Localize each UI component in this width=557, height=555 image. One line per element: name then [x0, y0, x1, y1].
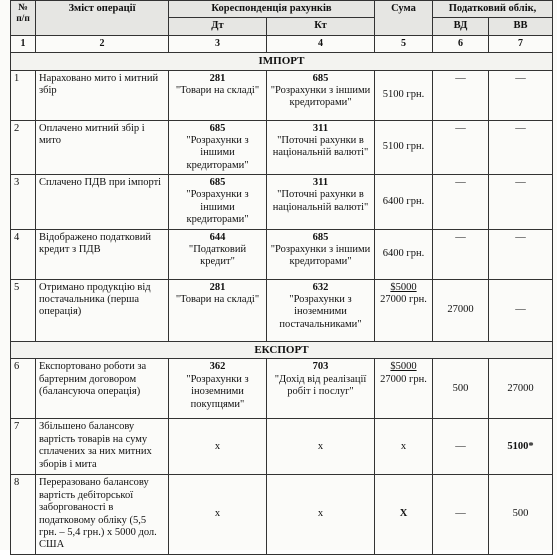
sum-uah: 27000 грн.	[380, 373, 427, 385]
row-vd: —	[433, 120, 489, 175]
credit-code: 703	[312, 361, 329, 373]
section-import	[11, 52, 553, 70]
col-number: 6	[433, 35, 489, 52]
row-num: 2	[11, 120, 36, 175]
section-export-title: ЕКСПОРТ	[11, 341, 553, 359]
credit-name: "Дохід від реалізації робіт і послуг"	[274, 373, 367, 398]
section-import-title: ІМПОРТ	[11, 52, 553, 70]
row-credit: х	[267, 419, 375, 475]
debit-code: 685	[209, 122, 226, 134]
row-credit	[267, 175, 375, 230]
row-num: 8	[11, 475, 36, 554]
row-sum: 6400 грн.	[375, 229, 433, 279]
row-content: Нараховано мито і митний збір	[36, 70, 169, 120]
row-vd: 27000	[433, 279, 489, 341]
col-number: 7	[489, 35, 553, 52]
row-vv: —	[489, 229, 553, 279]
credit-name: "Розрахунки з іноземними постачальниками"	[279, 293, 362, 330]
header-num: № п/п	[11, 1, 36, 36]
row-vv: —	[489, 120, 553, 175]
row-vd: —	[433, 419, 489, 475]
header-vv: ВВ	[489, 18, 553, 35]
row-credit	[267, 279, 375, 341]
header-debit: Дт	[169, 18, 267, 35]
row-debit	[169, 279, 267, 341]
debit-code: 362	[209, 361, 226, 373]
row-credit: х	[267, 475, 375, 554]
row-debit	[169, 359, 267, 419]
row-vv: —	[489, 70, 553, 120]
row-vd: —	[433, 70, 489, 120]
table-row	[11, 359, 553, 419]
credit-code: 311	[312, 177, 329, 189]
header-row-top	[11, 1, 553, 18]
debit-name: "Розрахунки з іноземними покупцями"	[186, 373, 249, 410]
credit-name: "Розрахунки з іншими кредиторами"	[270, 84, 371, 109]
table-row	[11, 70, 553, 120]
row-debit: х	[169, 475, 267, 554]
row-debit	[169, 229, 267, 279]
debit-code: 281	[209, 281, 226, 293]
row-vd: —	[433, 475, 489, 554]
sum-uah: 27000 грн.	[380, 293, 427, 305]
row-content: Збільшено балансову вартість товарів на суму сплачених за них митних зборів і мита	[36, 419, 169, 475]
section-export	[11, 341, 553, 359]
row-sum	[375, 359, 433, 419]
row-vd: 500	[433, 359, 489, 419]
table-row	[11, 229, 553, 279]
col-number: 5	[375, 35, 433, 52]
credit-code: 685	[312, 72, 329, 84]
row-vv: 5100*	[489, 419, 553, 475]
table-row	[11, 279, 553, 341]
debit-name: "Податковий кредит"	[188, 243, 247, 268]
row-debit	[169, 70, 267, 120]
header-content: Зміст операції	[36, 1, 169, 36]
row-credit	[267, 359, 375, 419]
debit-code: 685	[209, 177, 226, 189]
credit-name: "Поточні рахунки в національній валюті"	[272, 189, 369, 213]
debit-name: "Товари на складі"	[175, 293, 260, 305]
row-num: 3	[11, 175, 36, 230]
credit-name: "Поточні рахунки в національній валюті"	[272, 134, 369, 159]
header-correspondence: Кореспонденція рахунків	[169, 1, 375, 18]
row-content: Отримано продукцію від постачальника (перша операція)	[36, 279, 169, 341]
row-vd: —	[433, 229, 489, 279]
row-sum	[375, 279, 433, 341]
row-vv: —	[489, 279, 553, 341]
debit-name: "Розрахунки з іншими кредиторами"	[186, 189, 249, 226]
sum-usd: $5000	[390, 281, 417, 293]
row-sum: Х	[375, 475, 433, 554]
row-vv: 500	[489, 475, 553, 554]
debit-name: "Розрахунки з іншими кредиторами"	[186, 134, 249, 171]
row-sum: 5100 грн.	[375, 120, 433, 175]
table-row	[11, 419, 553, 475]
col-number: 2	[36, 35, 169, 52]
credit-code: 685	[312, 231, 329, 243]
row-sum: 6400 грн.	[375, 175, 433, 230]
sum-usd: $5000	[390, 361, 417, 373]
debit-name: "Товари на складі"	[175, 84, 260, 96]
row-debit	[169, 120, 267, 175]
credit-name: "Розрахунки з іншими кредиторами"	[270, 243, 371, 268]
row-num: 5	[11, 279, 36, 341]
header-vd: ВД	[433, 18, 489, 35]
col-number: 3	[169, 35, 267, 52]
table-row	[11, 475, 553, 554]
col-number: 1	[11, 35, 36, 52]
row-num: 1	[11, 70, 36, 120]
col-number: 4	[267, 35, 375, 52]
row-sum: х	[375, 419, 433, 475]
row-credit	[267, 120, 375, 175]
operations-table	[10, 0, 553, 555]
row-vv: 27000	[489, 359, 553, 419]
row-debit: х	[169, 419, 267, 475]
row-vv: —	[489, 175, 553, 230]
row-content: Оплачено митний збір і мито	[36, 120, 169, 175]
row-credit	[267, 70, 375, 120]
row-num: 6	[11, 359, 36, 419]
header-credit: Кт	[267, 18, 375, 35]
row-vd: —	[433, 175, 489, 230]
row-content: Експортовано роботи за бартерним договором (балансуюча операція)	[36, 359, 169, 419]
row-content: Сплачено ПДВ при імпорті	[36, 175, 169, 230]
row-num: 7	[11, 419, 36, 475]
debit-code: 644	[209, 231, 226, 243]
row-num: 4	[11, 229, 36, 279]
row-sum: 5100 грн.	[375, 70, 433, 120]
header-sum: Сума	[375, 1, 433, 36]
table-row	[11, 120, 553, 175]
row-credit	[267, 229, 375, 279]
table-row	[11, 175, 553, 230]
header-tax: Податковий облік,	[433, 1, 553, 18]
credit-code: 632	[312, 281, 329, 293]
row-content: Переразовано балансову вартість дебіторської заборгованості в податковому обліку (5,5 грн. – 5,4 грн.) х 5000 дол. США	[36, 475, 169, 554]
credit-code: 311	[312, 122, 329, 134]
row-debit	[169, 175, 267, 230]
row-content: Відображено податковий кредит з ПДВ	[36, 229, 169, 279]
debit-code: 281	[209, 72, 226, 84]
column-numbers-row	[11, 35, 553, 52]
